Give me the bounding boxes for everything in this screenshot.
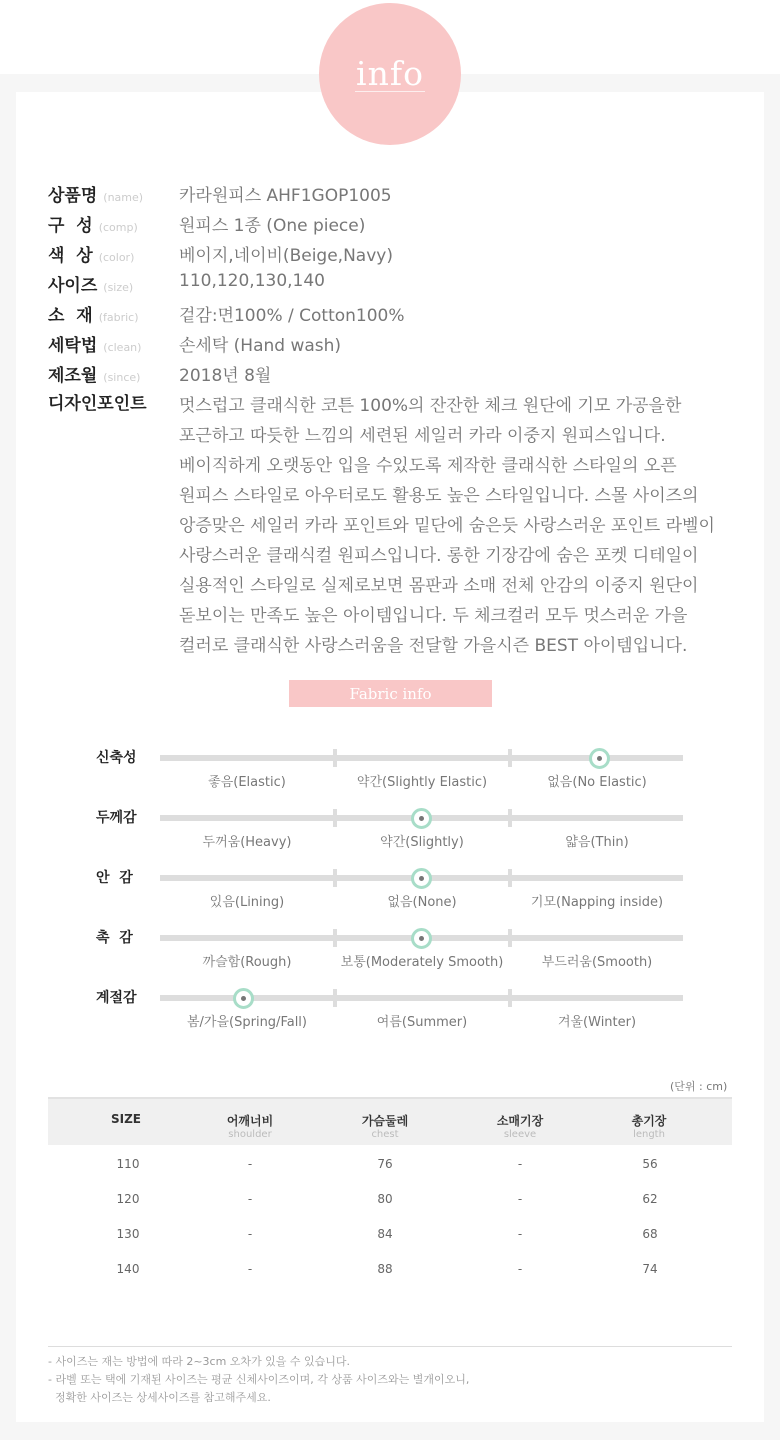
- info-key: 상품명: [48, 186, 98, 206]
- design-line: 컬러로 클래식한 사랑스러움을 전달할 가을시즌 BEST 아이템입니다.: [179, 636, 688, 656]
- info-key-sub: (fabric): [98, 311, 139, 324]
- fabric-option-label: 없음(No Elastic): [547, 775, 647, 790]
- info-key: 세탁법: [48, 336, 98, 356]
- th-shoulder-label: 어깨너비: [226, 1114, 274, 1128]
- info-key: 사이즈: [48, 276, 98, 296]
- fabric-row-label: 두께감: [96, 810, 137, 826]
- fabric-option-label: 좋음(Elastic): [208, 775, 286, 790]
- note-line: 정확한 사이즈는 상세사이즈를 참고해주세요.: [48, 1391, 271, 1404]
- cell-length: 62: [642, 1192, 658, 1206]
- info-badge: [319, 3, 461, 145]
- fabric-scale-tick: [333, 809, 337, 827]
- size-table-header: [48, 1097, 732, 1145]
- cell-size: 120: [116, 1192, 140, 1206]
- th-length-label: 총기장: [631, 1114, 667, 1128]
- fabric-option-label: 부드러움(Smooth): [541, 955, 653, 970]
- cell-length: 68: [642, 1227, 658, 1241]
- fabric-option-label: 보통(Moderately Smooth): [340, 955, 504, 970]
- cell-length: 74: [642, 1262, 658, 1276]
- th-length: [579, 1099, 719, 1145]
- th-shoulder-sub: shoulder: [228, 1129, 272, 1140]
- info-key-sub: (comp): [98, 221, 138, 234]
- info-key: 제조월: [48, 366, 98, 386]
- cell-chest: 80: [377, 1192, 393, 1206]
- th-chest-sub: chest: [371, 1129, 399, 1140]
- info-key: 소 재: [48, 306, 93, 326]
- note-line: - 라벨 또는 택에 기재된 사이즈는 평균 신체사이즈이며, 각 상품 사이즈와는 별개이오니,: [48, 1373, 470, 1386]
- cell-chest: 84: [377, 1227, 393, 1241]
- fabric-scale-tick: [333, 749, 337, 767]
- design-line: 돋보이는 만족도 높은 아이템입니다. 두 체크컬러 모두 멋스러운 가을: [179, 606, 688, 626]
- th-length-sub: length: [633, 1129, 665, 1140]
- info-key: 색 상: [48, 246, 93, 266]
- cell-length: 56: [642, 1157, 658, 1171]
- fabric-option-label: 약간(Slightly): [380, 835, 464, 850]
- th-sleeve-label: 소매기장: [496, 1114, 544, 1128]
- info-value: 베이지,네이비(Beige,Navy): [179, 246, 393, 266]
- fabric-option-label: 까슬함(Rough): [202, 955, 292, 970]
- info-value: 카라원피스 AHF1GOP1005: [179, 186, 392, 206]
- th-chest: [315, 1099, 455, 1145]
- info-key-sub: (clean): [103, 341, 142, 354]
- fabric-scale-tick: [333, 869, 337, 887]
- fabric-selected-marker: [411, 868, 432, 889]
- fabric-option-label: 있음(Lining): [209, 895, 285, 910]
- fabric-row-label: 안 감: [96, 870, 133, 886]
- info-key-sub: (since): [103, 371, 141, 384]
- info-value: 110,120,130,140: [179, 271, 326, 291]
- th-size-label: SIZE: [110, 1112, 141, 1126]
- cell-size: 110: [116, 1157, 140, 1171]
- th-sleeve-sub: sleeve: [503, 1129, 537, 1140]
- fabric-scale-tick: [333, 929, 337, 947]
- design-line: 사랑스러운 클래식컬 원피스입니다. 롱한 기장감에 숨은 포켓 디테일이: [179, 546, 699, 566]
- cell-shoulder: -: [247, 1262, 253, 1276]
- fabric-option-label: 두꺼움(Heavy): [202, 835, 292, 850]
- info-value: 겉감:면100% / Cotton100%: [179, 306, 405, 326]
- cell-size: 130: [116, 1227, 140, 1241]
- fabric-scale-tick: [508, 989, 512, 1007]
- divider: [48, 1346, 732, 1347]
- cell-shoulder: -: [247, 1227, 253, 1241]
- fabric-option-label: 기모(Napping inside): [530, 895, 664, 910]
- info-badge-title: info: [356, 53, 424, 93]
- design-line: 베이직하게 오랫동안 입을 수있도록 제작한 클래식한 스타일의 오픈: [179, 456, 677, 476]
- fabric-scale-tick: [508, 809, 512, 827]
- fabric-option-label: 겨울(Winter): [557, 1015, 637, 1030]
- fabric-row-label: 촉 감: [96, 930, 133, 946]
- cell-sleeve: -: [517, 1227, 523, 1241]
- cell-shoulder: -: [247, 1157, 253, 1171]
- cell-chest: 76: [377, 1157, 393, 1171]
- cell-sleeve: -: [517, 1262, 523, 1276]
- cell-size: 140: [116, 1262, 140, 1276]
- fabric-row-label: 계절감: [96, 990, 137, 1006]
- fabric-scale-tick: [508, 869, 512, 887]
- fabric-info-title: Fabric info: [289, 680, 492, 707]
- th-sleeve: [450, 1099, 590, 1145]
- design-line: 실용적인 스타일로 실제로보면 몸판과 소매 전체 안감의 이중지 원단이: [179, 576, 699, 596]
- fabric-option-label: 여름(Summer): [376, 1015, 468, 1030]
- fabric-scale-tick: [508, 749, 512, 767]
- info-value: 2018년 8월: [179, 366, 272, 386]
- fabric-option-label: 없음(None): [387, 895, 457, 910]
- info-key-sub: (color): [98, 251, 135, 264]
- design-point-label: 디자인포인트: [48, 394, 147, 414]
- design-line: 원피스 스타일로 아우터로도 활용도 높은 스타일입니다. 스몰 사이즈의: [179, 486, 699, 506]
- info-key-sub: (size): [103, 281, 134, 294]
- design-line: 앙증맞은 세일러 카라 포인트와 밑단에 숨은듯 사랑스러운 포인트 라벨이: [179, 516, 715, 536]
- design-line: 포근하고 따듯한 느낌의 세련된 세일러 카라 이중지 원피스입니다.: [179, 426, 666, 446]
- cell-sleeve: -: [517, 1192, 523, 1206]
- fabric-option-label: 약간(Slightly Elastic): [356, 775, 488, 790]
- fabric-option-label: 봄/가을(Spring/Fall): [186, 1015, 307, 1030]
- info-value: 원피스 1종 (One piece): [179, 216, 366, 236]
- th-chest-label: 가슴둘레: [361, 1114, 409, 1128]
- info-value: 손세탁 (Hand wash): [179, 336, 342, 356]
- design-line: 멋스럽고 클래식한 코튼 100%의 잔잔한 체크 원단에 기모 가공을한: [179, 396, 682, 416]
- fabric-selected-marker: [411, 928, 432, 949]
- fabric-selected-marker: [233, 988, 254, 1009]
- info-key: 구 성: [48, 216, 93, 236]
- fabric-selected-marker: [411, 808, 432, 829]
- cell-sleeve: -: [517, 1157, 523, 1171]
- fabric-option-label: 얇음(Thin): [565, 835, 629, 850]
- note-line: - 사이즈는 재는 방법에 따라 2~3cm 오차가 있을 수 있습니다.: [48, 1355, 351, 1368]
- fabric-row-label: 신축성: [96, 750, 137, 766]
- cell-shoulder: -: [247, 1192, 253, 1206]
- unit-label: (단위 : cm): [670, 1080, 728, 1093]
- cell-chest: 88: [377, 1262, 393, 1276]
- fabric-scale-tick: [508, 929, 512, 947]
- info-key-sub: (name): [103, 191, 144, 204]
- th-shoulder: [180, 1099, 320, 1145]
- fabric-selected-marker: [589, 748, 610, 769]
- fabric-scale-tick: [333, 989, 337, 1007]
